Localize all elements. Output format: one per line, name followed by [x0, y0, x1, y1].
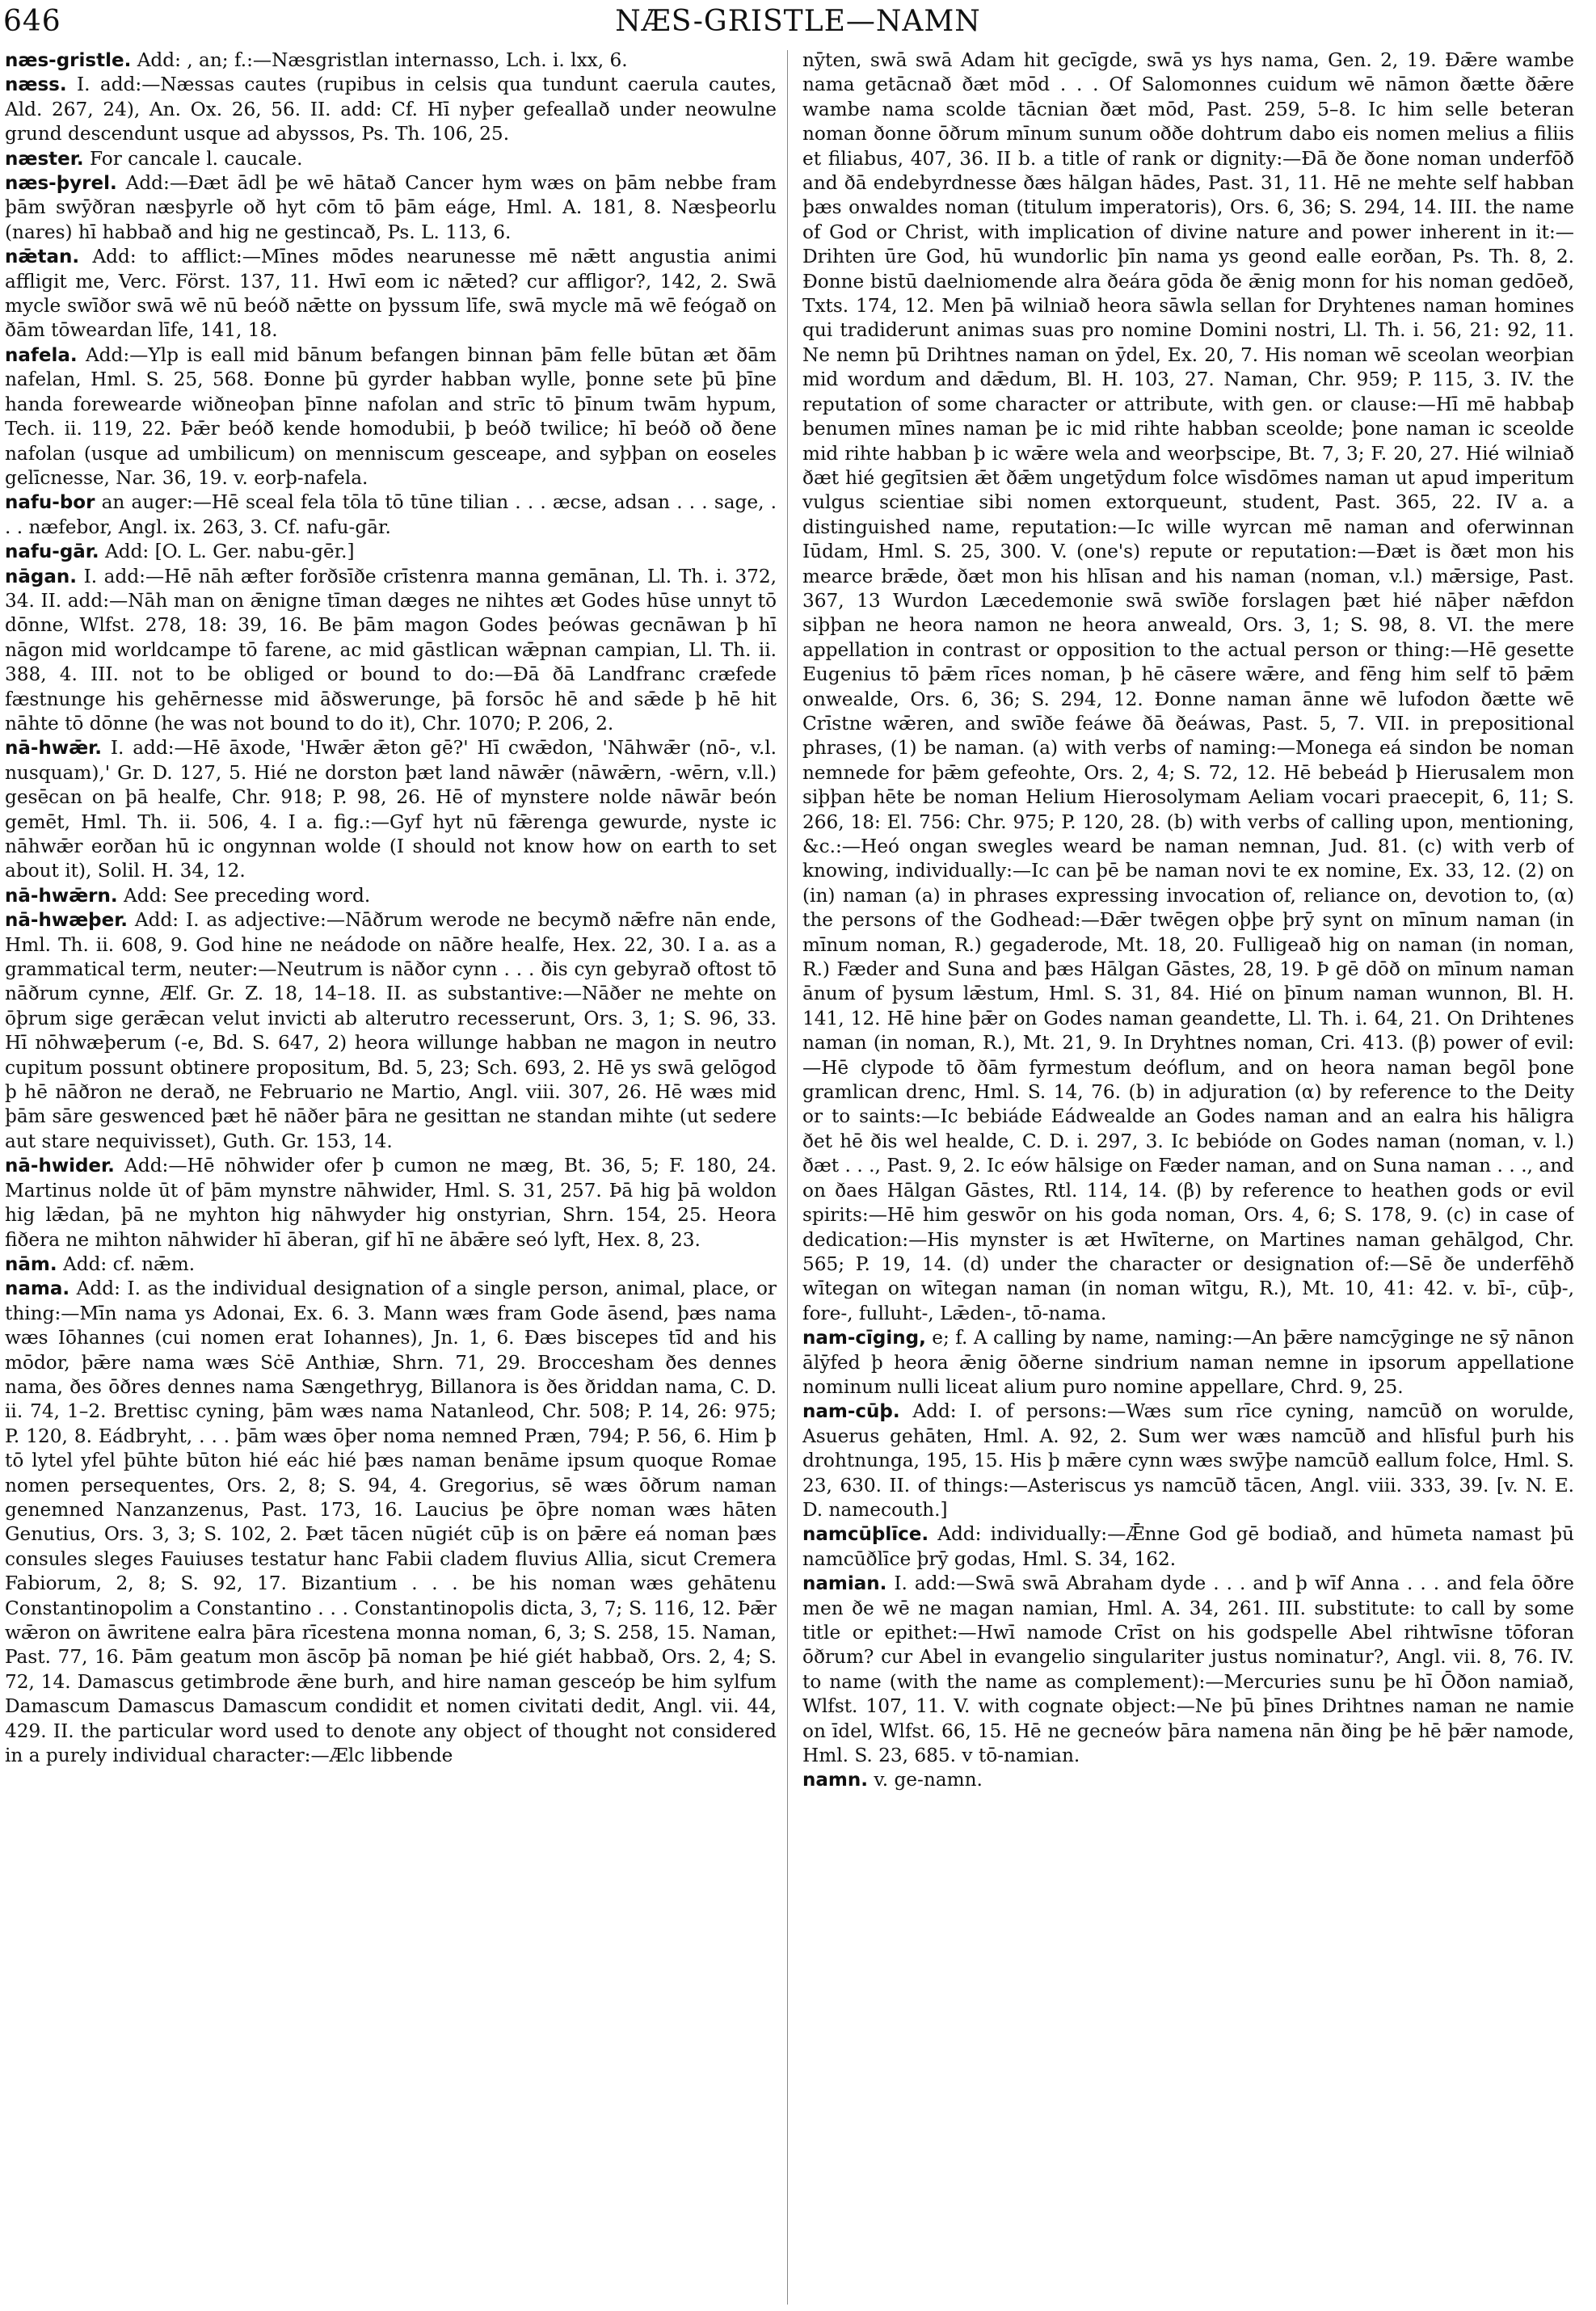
dictionary-entry	[5, 245, 777, 343]
page-header	[0, 5, 1596, 45]
entry-headword: namn.	[802, 1770, 868, 1791]
entry-headword: næs-gristle.	[5, 50, 132, 71]
entry-definition: Add: cf. nǣm.	[62, 1252, 196, 1275]
dictionary-entry	[802, 1572, 1574, 1768]
dictionary-entry	[5, 908, 777, 1154]
entry-definition: Add: , an; f.:—Næsgristlan internasso, Lch. i. lxx, 6.	[137, 49, 628, 71]
dictionary-entry	[5, 171, 777, 245]
entry-headword: næss.	[5, 74, 67, 96]
entry-definition: Add:—Hē nōhwider ofer þ cumon ne mæg, Bt. 36, 5; F. 180, 24. Martinus nolde ūt of þām mynstre nāhwider, Hml. S. 31, 257. Þā hig þā woldon hig lǣdan, þā ne myhton hig nāhwyder hig onstyrian, Shrn. 154, 25. Heora fiðera ne mihton nāhwider hī āberan, gif hī ne ābǣre seó lyft, Hex. 8, 23.	[5, 1155, 777, 1251]
dictionary-entry	[5, 147, 777, 171]
column-divider	[787, 50, 788, 2305]
entry-headword: nafu-gār.	[5, 541, 99, 563]
left-column	[5, 48, 777, 2307]
entry-headword: nam-cūþ.	[802, 1401, 900, 1423]
dictionary-entry	[5, 540, 777, 564]
dictionary-entry	[5, 343, 777, 490]
entry-definition: I. add:—Hē nāh æfter forðsīðe crīstenra manna gemānan, Ll. Th. i. 372, 34. II. add:—Nāh man on ǣnigne tīman dæges ne nihtes æt Godes hūse unnyt tō dōnne, Wlfst. 278, 18: 39, 16. Be þām magon Godes þeówas gecnāwan þ hī nāgon mid worldcampe tō farene, ac mid gāstlican wǣpnan campian, Ll. Th. ii. 388, 4. III. not to be obliged or bound to do:—Ðā ðā Landfranc cræfede fæstnunge his gehērnesse mid āðswerunge, þā forsōc hē and sǣde þ hē hit nāhte tō dōnne (he was not bound to do it), Chr. 1070; P. 206, 2.	[5, 565, 777, 735]
entry-headword: namcūþlīce.	[802, 1524, 929, 1546]
entry-definition: an auger:—Hē sceal fela tōla tō tūne tilian . . . æcse, adsan . . . sage, . . . næfebor, Angl. ix. 263, 3. Cf. nafu-gār.	[5, 491, 777, 538]
entry-headword: nā-hwǣrn.	[5, 885, 118, 907]
entry-headword: nā-hwæþer.	[5, 910, 128, 932]
entry-definition: Add: I. of persons:—Wæs sum rīce cyning, namcūð on worulde, Asuerus gehāten, Hml. A. 92, 2. Sum wer wæs namcūð and hlīsful þurh his drohtnunga, 195, 15. His þ mǣre cynn wæs swȳþe namcūð eallum folce, Hml. S. 23, 630. II. of things:—Asteriscus ys namcūð tācen, Angl. viii. 333, 39. [v. N. E. D. namecouth.]	[802, 1400, 1574, 1521]
dictionary-entry	[5, 490, 777, 540]
dictionary-entry	[5, 73, 777, 146]
entry-headword: nāgan.	[5, 566, 77, 587]
entry-headword: nam-cīging,	[802, 1328, 926, 1349]
entry-headword: nā-hwǣr.	[5, 738, 102, 760]
entry-definition: Add: See preceding word.	[124, 884, 371, 907]
entry-definition: Add: individually:—Ǣnne God gē bodiað, and hūmeta namast þū namcūðlīce þrȳ godas, Hml. S. 34, 162.	[802, 1523, 1574, 1570]
entry-headword: namian.	[802, 1573, 887, 1595]
entry-definition: Add: [O. L. Ger. nabu-gēr.]	[104, 541, 355, 563]
entry-definition: e; f. A calling by name, naming:—An þǣre namcȳginge ne sȳ nānon ālȳfed þ heora ǣnig ōðerne sindrium naman nemne in ipsorum appellatione nominum nulli liceat alium puro nomine appellare, Chrd. 9, 25.	[802, 1327, 1574, 1398]
dictionary-entry	[5, 1252, 777, 1277]
entry-definition: I. add:—Hē āxode, 'Hwǣr ǣton gē?' Hī cwǣdon, 'Nāhwǣr (nō-, v.l. nusquam),' Gr. D. 127, 5. Hié ne dorston þæt land nāwǣr (nāwǣrn, -wērn, v.ll.) gesēcan on þā healfe, Chr. 918; P. 98, 26. Hē of mynstere nolde nāwār beón gemēt, Hml. Th. ii. 506, 4. I a. fig.:—Gyf hyt nū fǣrenga gewurde, nyste ic nāhwǣr eorðan hū ic ongynnan wolde (I should not know how on earth to set about it), Solil. H. 34, 12.	[5, 737, 777, 882]
entry-headword: nama.	[5, 1278, 70, 1300]
entry-definition: Add:—Ðæt ādl þe wē hātað Cancer hym wæs on þām nebbe fram þām swȳðran næsþyrle oð hyt cōm tō þām eáge, Hml. A. 181, 8. Næsþeorlu (nares) hī habbað and hig ne gestincað, Ps. L. 113, 6.	[5, 172, 777, 243]
dictionary-entry	[802, 1326, 1574, 1400]
entry-definition: nȳten, swā swā Adam hit gecīgde, swā ys hys nama, Gen. 2, 19. Ðǣre wambe nama getācnað ðæt mōd . . . Of Salomonnes cuidum wē nāmon ðætte ðǣre wambe nama scolde tācnian ðæt mōd, Past. 259, 5–8. Ic him selle beteran noman ðonne ōðrum mīnum sunum oððe dohtrum dabo eis nomen melius a filiis et filiabus, 407, 36. II b. a title of rank or dignity:—Ðā ðe ðone noman underfōð and ðā endebyrdnesse ðæs hālgan hādes, Past. 31, 11. Hē ne mehte self habban þæs onwaldes noman (titulum imperatoris), Ors. 6, 36; S. 294, 14. III. the name of God or Christ, with implication of divine nature and power inherent in it:—Drihten ūre God, hū wundorlic þīn nama ys geond ealle eorðan, Ps. Th. 8, 2. Ðonne bistū daelniomende alra ðeára gōda ðe ǣnig monn for his noman gedōeð, Txts. 174, 12. Men þā wilniað heora sāwla sellan for Dryhtenes naman homines qui tradiderunt animas suas pro nomine Domini nostri, Ll. Th. i. 56, 21: 92, 11. Ne nemn þū Drihtnes naman on ȳdel, Ex. 20, 7. His noman wē sceolan weorþian mid wordum and dǣdum, Bl. H. 103, 27. Naman, Chr. 959; P. 115, 3. IV. the reputation of some character or attribute, with gen. or clause:—Hī mē habbaþ benumen mīnes naman þe ic mid rihte habban sceolde; þone naman ic sceolde mid rihte habban þ ic wǣre wela and weorþscipe, Bt. 7, 3; F. 20, 27. Hié wilniað ðæt hié gegītsien ǣt ðǣm ungetȳdum folce wīsdōmes naman ut apud imperitum vulgus scientiae sibi nomen extorqueunt, student, Past. 365, 22. IV a. a distinguished name, reputation:—Ic wille wyrcan mē naman and oferwinnan Iūdam, Hml. S. 25, 300. V. (one's) repute or reputation:—Ðæt is ðæt mon his mearce brǣde, ðæt mon his hlīsan and his naman (noman, v.l.) mǣrsige, Past. 367, 13 Wurdon Læcedemonie swā swīðe forslagen þæt hié nāþer nǣfdon siþþan ne heora namon ne heora anweald, Ors. 3, 1; S. 98, 8. VI. the mere appellation in contrast or opposition to the actual person or thing:—Hē gesette Eugenius tō þǣm rīces noman, þ hē cāsere wǣre, and fēng him self tō þǣm onwealde, Ors. 6, 36; S. 294, 12. Ðonne naman ānne wē lufodon ðætte wē Crīstne wǣren, and swīðe feáwe ðā ðeáwas, Past. 5, 7. VII. in prepositional phrases, (1) be naman. (a) with verbs of naming:—Monega eá sindon be noman nemnede for þǣm gefeohte, Ors. 2, 4; S. 72, 12. Hē bebeád þ Hierusalem mon siþþan hēte be noman Helium Hierosolymam Aeliam vocari praecepit, 6, 11; S. 266, 18: El. 756: Chr. 975; P. 120, 28. (b) with verbs of calling upon, mentioning, &c.:—Heó ongan swegles weard be naman nemnan, Jud. 81. (c) with verb of knowing, individually:—Ic can þē be naman novi te ex nomine, Ex. 33, 12. (2) on (in) naman (a) in phrases expressing invocation of, reliance on, devotion to, (α) the persons of the Godhead:—Ðǣr twēgen oþþe þrȳ synt on mīnum naman (in mīnum noman, R.) gegaderode, Mt. 18, 20. Fulligeað hig on naman (in noman, R.) Fæder and Suna and þæs Hālgan Gāstes, 28, 19. Þ gē dōð on mīnum naman ānum of þysum lǣstum, Hml. S. 31, 84. Hié on þīnum naman wunnon, Bl. H. 141, 12. Hē hine þǣr on Godes naman geandette, Ll. Th. i. 64, 21. On Drihtenes naman (in noman, R.), Mt. 21, 9. In Dryhtnes noman, Cri. 413. (β) power of evil:—Hē clypode tō ðām fyrmestum deóflum, and on heora naman begōl þone gramlican drenc, Hml. S. 14, 76. (b) in adjuration (α) by reference to the Deity or to saints:—Ic bebiáde Eádwealde an Godes naman and an ealra his hāligra ðet hē ðis wel healde, C. D. i. 297, 3. Ic bebióde on Godes naman (noman, v. l.) ðæt . . ., Past. 9, 2. Ic eów hālsige on Fæder naman, and on Suna naman . . ., and on ðaes Hālgan Gāstes, Rtl. 114, 14. (β) by reference to heathen gods or evil spirits:—Hē him geswōr on his goda noman, Ors. 4, 6; S. 178, 9. (c) in case of dedication:—His mynster is æt Hwīterne, on Martines naman gehālgod, Chr. 565; P. 19, 14. (d) under the character or designation of:—Sē ðe underfēhð wītegan on wītegan naman (in noman wītgu, R.), Mt. 10, 41: 42. v. bī-, cūþ-, fore-, fulluht-, Lǣden-, tō-nama.	[802, 49, 1574, 1324]
dictionary-entry	[802, 1768, 1574, 1792]
entry-definition: Add: to afflict:—Mīnes mōdes nearunesse mē nǣtt angustia animi affligit me, Verc. Först. 137, 11. Hwī eom ic nǣted? cur affligor?, 142, 2. Swā mycle swīðor swā wē nū beóð nǣtte on þyssum līfe, swā mycle mā wē feógað on ðām tōweardan līfe, 141, 18.	[5, 246, 777, 342]
entry-definition: I. add:—Næssas cautes (rupibus in celsis qua tundunt caerula cautes, Ald. 267, 24), An. Ox. 26, 56. II. add: Cf. Hī nyþer gefeallað under neowulne grund descendunt usque ad abyssos, Ps. Th. 106, 25.	[5, 74, 777, 145]
running-head: NÆS-GRISTLE—NAMN	[615, 5, 981, 38]
dictionary-entry	[802, 1400, 1574, 1522]
entry-definition: I. add:—Swā swā Abraham dyde . . . and þ wīf Anna . . . and fela ōðre men ðe wē ne magan namian, Hml. A. 34, 261. III. substitute: to call by some title or epithet:—Hwī namode Crīst on his godspelle Abel rihtwīsne tōforan ōðrum? cur Abel in evangelio singulariter justus nominatur?, Angl. vii. 8, 76. IV. to name (with the name as complement):—Mercuries sunu þe hī Ōðon namiað, Wlfst. 107, 11. V. with cognate object:—Ne þū þīnes Drihtnes naman ne namie on īdel, Wlfst. 66, 15. Hē ne gecneów þāra namena nān ðing þe hē þǣr namode, Hml. S. 23, 685. v tō-namian.	[802, 1572, 1574, 1767]
entry-headword: næs-þyrel.	[5, 173, 117, 195]
dictionary-entry	[802, 48, 1574, 1326]
entry-headword: nām.	[5, 1253, 57, 1275]
dictionary-entry	[802, 1522, 1574, 1572]
dictionary-entry	[5, 1154, 777, 1252]
dictionary-entry	[5, 565, 777, 737]
entry-headword: næster.	[5, 148, 84, 170]
dictionary-entry	[5, 48, 777, 73]
dictionary-entry	[5, 884, 777, 908]
entry-definition: For cancale l. caucale.	[89, 147, 303, 170]
dictionary-entry	[5, 736, 777, 883]
page-number: 646	[3, 5, 61, 38]
entry-definition: Add: I. as adjective:—Nāðrum werode ne becymð nǣfre nān ende, Hml. Th. ii. 608, 9. God hine ne neádode on nāðre healfe, Hex. 22, 30. I a. as a grammatical term, neuter:—Neutrum is nāðor cynn . . . ðis cyn gebyrað oftost tō nāðrum cynne, Ælf. Gr. Z. 18, 14–18. II. as substantive:—Nāðer ne mehte on ōþrum sige gerǣcan velut invicti ab alterutro recesserunt, Ors. 3, 1; S. 96, 33. Hī nōhwæþerum (-e, Bd. S. 647, 2) heora willunge habban ne magon in neutro cupitum possunt obtinere propositum, Bd. 5, 23; Sch. 693, 2. Hē ys swā gelōgod þ hē nāðron ne derað, ne Februario ne Martio, Angl. viii. 307, 26. Hē wæs mid þām sāre geswenced þæt hē nāðer þāra ne gesittan ne standan mihte (ut sedere aut stare nequivisset), Guth. Gr. 153, 14.	[5, 909, 777, 1152]
entry-headword: nafu-bor	[5, 492, 95, 514]
entry-headword: nā-hwider.	[5, 1156, 115, 1177]
entry-definition: Add: I. as the individual designation of a single person, animal, place, or thing:—Mīn nama ys Adonai, Ex. 6. 3. Mann wæs fram Gode āsend, þæs nama wæs Iōhannes (cui nomen erat Iohannes), Jn. 1, 6. Ðæs biscepes tīd and his mōdor, þǣre nama wæs Sċē Anthiæ, Shrn. 71, 29. Broccesham ðes dennes nama, ðes ōðres dennes nama Sængethryg, Billanora is ðes ðriddan nama, C. D. ii. 74, 1–2. Brettisc cyning, þām wæs nama Natanleod, Chr. 508; P. 14, 26: 975; P. 120, 8. Eádbryht, . . . þām wæs ōþer noma nemned Præn, 794; P. 56, 6. Him þ tō lytel yfel þūhte būton hié eác hié þæs naman benāme ipsum quoque Romae nomen persequentes, Ors. 2, 8; S. 94, 4. Gregorius, sē wæs ōðrum naman genemned Nanzanzenus, Past. 173, 16. Laucius þe ōþre noman wæs hāten Genutius, Ors. 3, 3; S. 102, 2. Þæt tācen nūgiét cūþ is on þǣre eá noman þæs consules sleges Fauiuses testatur hanc Fabii cladem fluvius Allia, sicut Cremera Fabiorum, 2, 8; S. 92, 17. Bizantium . . . be his noman wæs gehātenu Constantinopolim a Constantino . . . Constantinopolis dicta, 3, 7; S. 116, 12. Þǣr wǣron on āwritene ealra þāra rīcestena monna noman, 6, 3; S. 258, 15. Naman, Past. 77, 16. Þām geatum mon āscōp þā noman þe hié giét habbað, Ors. 2, 4; S. 72, 14. Damascus getimbrode ǣne burh, and hire naman gesceóp be him sylfum Damascum Damascus Damascum condidit et nomen civitati dedit, Angl. vii. 44, 429. II. the particular word used to denote any object of thought not considered in a purely individual character:—Ælc libbende	[5, 1278, 777, 1767]
dictionary-entry	[5, 1277, 777, 1768]
right-column	[802, 48, 1574, 2307]
entry-headword: nǣtan.	[5, 246, 80, 268]
entry-definition: Add:—Ylp is eall mid bānum befangen binnan þām felle būtan æt ðām nafelan, Hml. S. 25, 568. Ðonne þū gyrder habban wylle, þonne sete þū þīne handa forewearde wiðneoþan þīnne nafolan and strīc tō þīnum twām hypum, Tech. ii. 119, 22. Þǣr beóð kende homodubii, þ beóð twilice; hī beóð oð ðene nafolan (usque ad umbilicum) on menniscum gesceape, and syþþan on eoseles gelīcnesse, Nar. 36, 19. v. eorþ-nafela.	[5, 343, 777, 489]
entry-definition: v. ge-namn.	[874, 1769, 983, 1791]
entry-headword: nafela.	[5, 344, 78, 366]
